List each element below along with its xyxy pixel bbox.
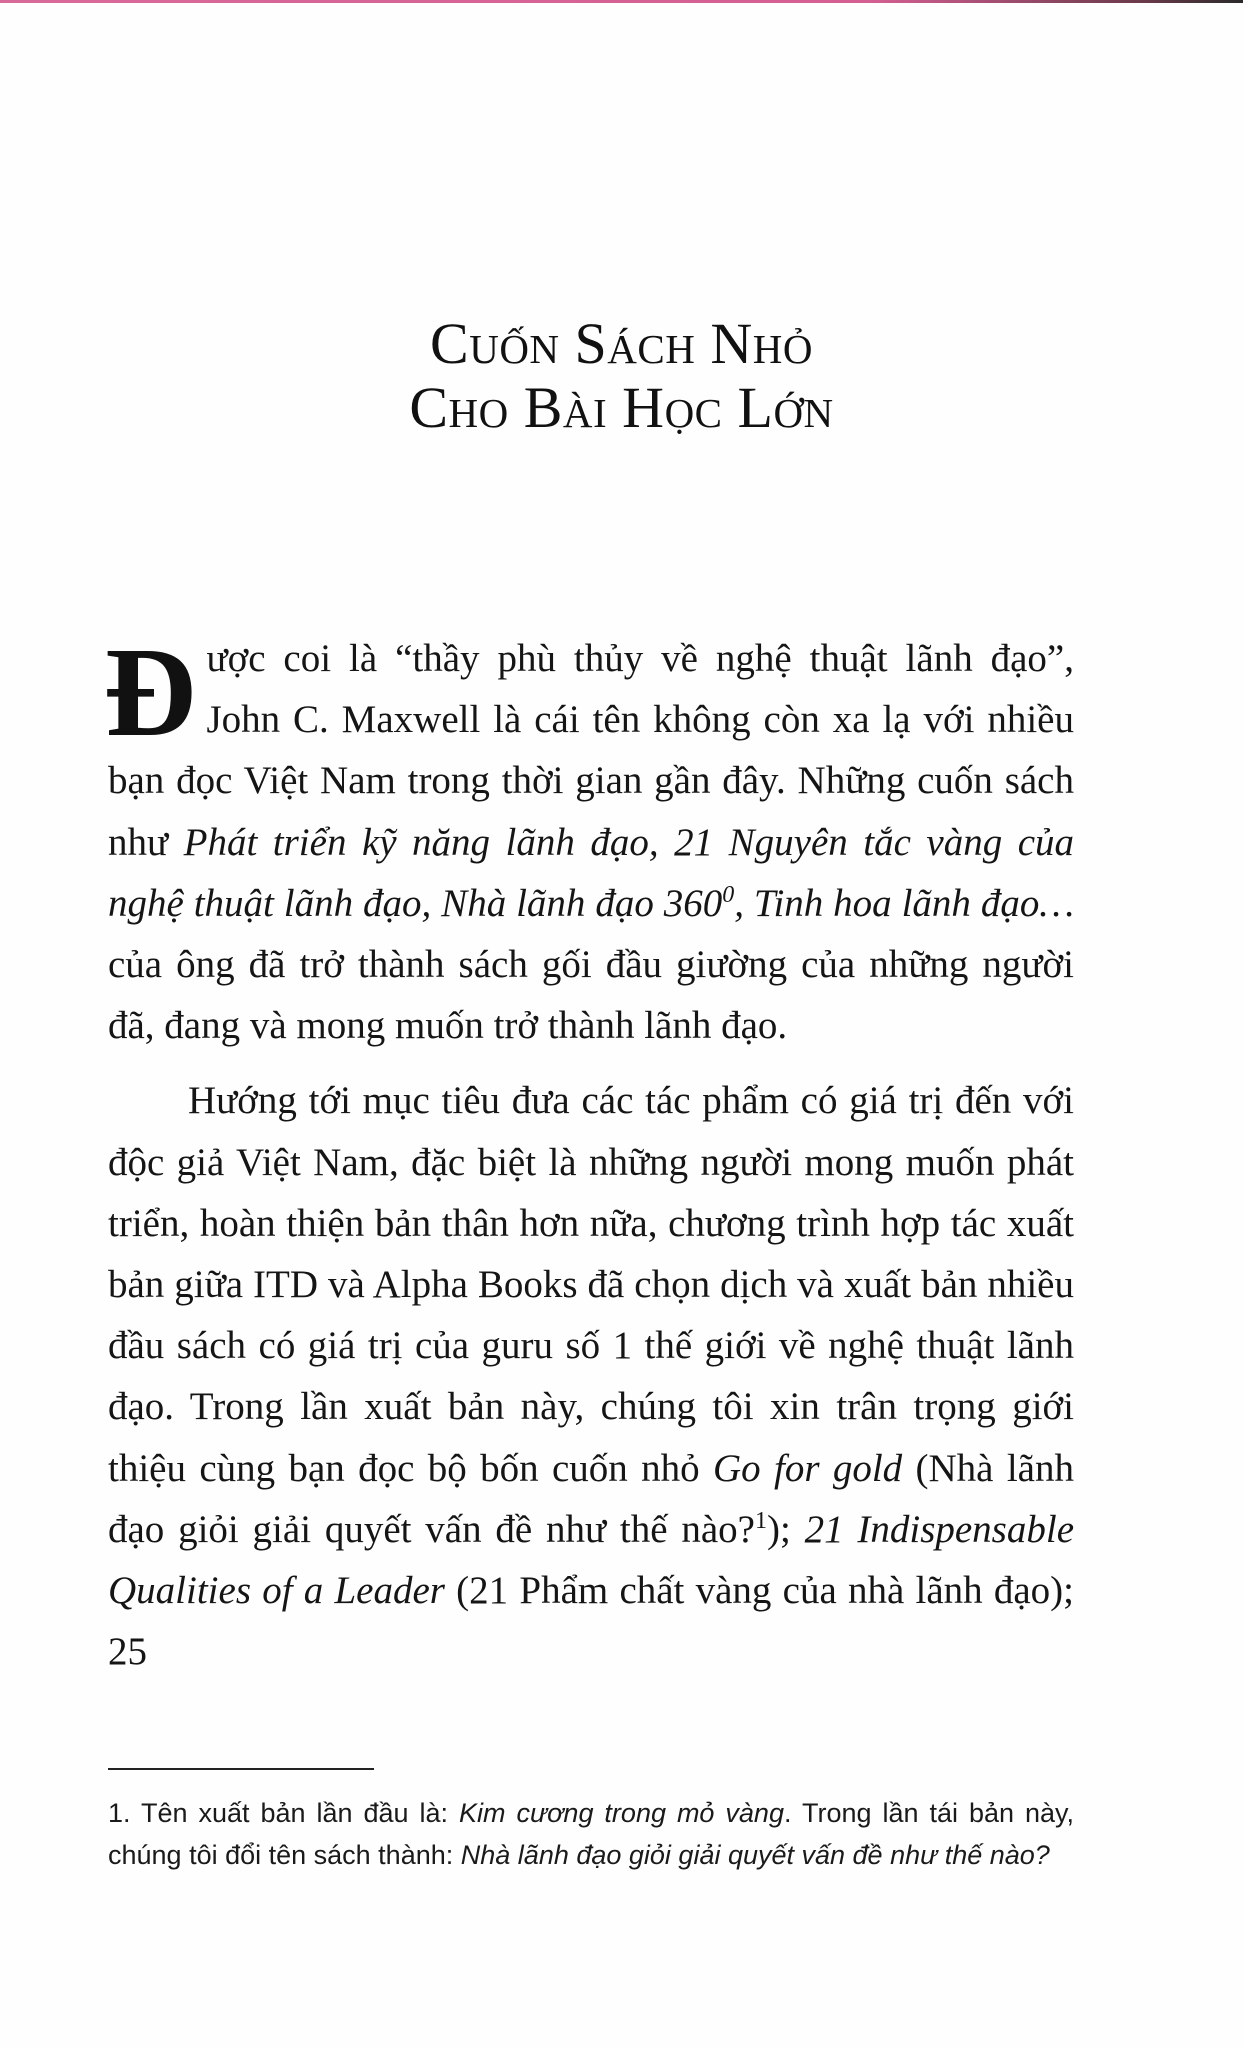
book-titles-italic-2: , Tinh hoa lãnh đạo… <box>734 881 1074 925</box>
paragraph-1-text: ược coi là “thầy phù thủy về nghệ thuật lãnh đạo”, John C. Maxwell là cái tên không còn xa lạ với nhiều bạn đọc Việt Nam trong thời gian gần đây. Những cuốn sách như <box>108 637 1074 864</box>
chapter-title <box>0 312 1243 440</box>
footnote-original-title: Kim cương trong mỏ vàng <box>459 1798 784 1828</box>
footnote-text-b: . Trong lần tái bản này, chúng tôi đổi tên sách thành: <box>108 1798 1074 1870</box>
footnote-text: 1. Tên xuất bản lần đầu là: <box>108 1798 460 1828</box>
footnote-1 <box>108 1792 1074 1876</box>
paragraph-1-text-end: của ông đã trở thành sách gối đầu giường của những người đã, đang và mong muốn trở thành lãnh đạo. <box>108 943 1074 1048</box>
paragraph-2 <box>108 1070 1074 1682</box>
paragraph-2-text-c: ); <box>766 1507 805 1551</box>
book-titles-italic: Phát triển kỹ năng lãnh đạo, 21 Nguyên tắc vàng của nghệ thuật lãnh đạo, Nhà lãnh đạo 360 <box>108 820 1075 925</box>
footnote-divider <box>108 1768 374 1770</box>
paragraph-2-text: Hướng tới mục tiêu đưa các tác phẩm có giá trị đến với độc giả Việt Nam, đặc biệt là những người mong muốn phát triển, hoàn thiện bản thân hơn nữa, chương trình hợp tác xuất bản giữa ITD và Alpha Books đã chọn dịch và xuất bản nhiều đầu sách có giá trị của guru số 1 thế giới về nghệ thuật lãnh đạo. Trong lần xuất bản này, chúng tôi xin trân trọng giới thiệu cùng bạn đọc bộ bốn cuốn nhỏ <box>108 1079 1074 1490</box>
footnote-reference[interactable]: 1 <box>754 1507 767 1534</box>
paragraph-2-text-d: (21 Phẩm chất vàng của nhà lãnh đạo); 25 <box>108 1569 1074 1674</box>
chapter-title-line-2: Cho Bài Học Lớn <box>409 375 834 440</box>
body-text <box>104 621 1075 1682</box>
paragraph-2-text-b: (Nhà lãnh đạo giỏi giải quyết vấn đề như thế nào? <box>108 1446 1074 1551</box>
book-title-go-for-gold: Go for gold <box>712 1446 903 1490</box>
footnote <box>108 1792 1074 1876</box>
footnote-new-title: Nhà lãnh đạo giỏi giải quyết vấn đề như thế nào? <box>460 1840 1050 1870</box>
degree-superscript: 0 <box>722 881 735 908</box>
paragraph-1 <box>104 621 1075 1056</box>
drop-cap: Đ <box>104 621 197 763</box>
chapter-title-line-1: Cuốn Sách Nhỏ <box>430 311 813 376</box>
book-title-21-qualities: 21 Indispensable Qualities of a Leader <box>108 1507 1074 1613</box>
